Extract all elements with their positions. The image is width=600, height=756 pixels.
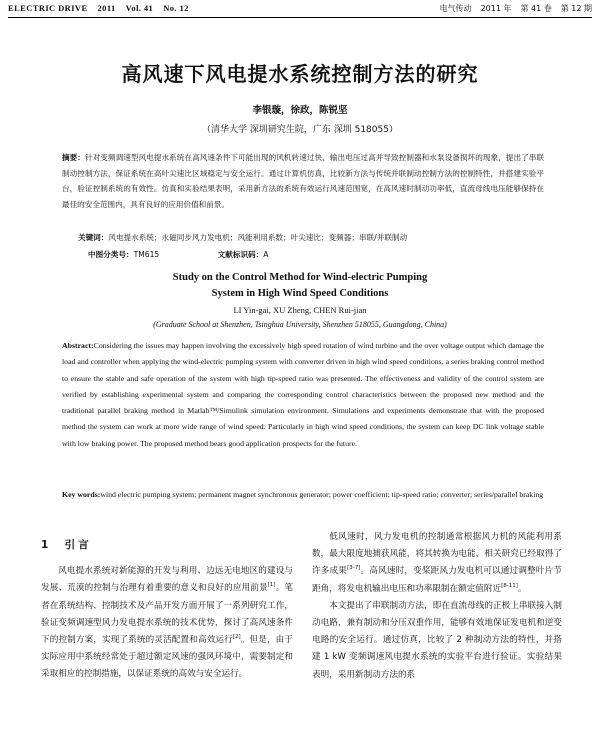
paragraph-intro-left [41,563,293,683]
issue-cn: 第 12 期 [560,4,592,13]
doc-code-value: A [263,250,269,259]
keywords-en [62,487,544,502]
authors-en: LI Yin-gai, XU Zheng, CHEN Rui-jian [233,305,367,315]
section-title: 引言 [64,539,92,551]
abstract-text-cn: 针对变频调速型风电提水系统在高风速条件下可能出现的风机转速过快、输出电压过高并导致控制器和水泵设备损坏的现象，提出了串联制动控制方法，保证系统在高叶尖速比区域稳定与安全运行。通过计算机仿真，比较新方法与传统并联制动控制方法的控制特性，并搭建实验平台，验证控制系统的有效性。仿真和实验结果表明，采用新方法的系统有效运行风速范围宽，在高风速时制动功率低，直流母线电压能够保持在最佳的安全范围内，具有良好的应用价值和前景。 [62,153,545,209]
authors-cn: 李银璇，徐政，陈锐坚 [252,105,348,116]
volume-cn: 第 41 卷 [520,4,552,13]
keywords-label-cn: 关键词： [78,233,109,242]
issue-en: No. 12 [163,3,189,13]
affiliation-en: (Graduate School at Shenzhen, Tsinghua University, Shenzhen 518055, Guangdong, China) [153,320,447,329]
paragraph-text: 低风速时，风力发电机的控制通常根据风力机的风能利用系数，最大限度地捕获风能，将其转换为电能，相关研究已经取得了许多成果 [312,532,562,577]
body-column-left [41,537,293,684]
abstract-cn [62,150,544,212]
year-cn: 2011 年 [480,4,512,13]
paragraph-text: 风电提水系统对新能源的开发与利用、边远无电地区的建设与发展、荒漠的控制与治理有着重要的意义和良好的应用前景 [41,566,293,594]
affiliation-cn: （清华大学 深圳研究生院，广东 深圳 518055） [202,125,398,135]
citation: [8-11] [501,582,518,589]
journal-name-en: ELECTRIC DRIVE [8,3,88,13]
paragraph-right-1 [312,529,562,598]
title-en-line2: System in High Wind Speed Conditions [211,288,389,299]
paragraph-text: 。 [517,583,527,594]
abstract-en [62,338,544,452]
year-en: 2011 [97,3,116,13]
citation: [3-7] [347,565,361,572]
keywords-label-en: Key words: [62,490,101,499]
title-en-line1: Study on the Control Method for Wind-electric Pumping [172,272,428,283]
volume-en: Vol. 41 [125,3,154,13]
header-right [431,3,592,14]
keywords-cn [78,232,544,243]
section-heading [41,537,293,554]
paper-title-en [0,270,600,302]
paragraph-text: 。笔者在系统结构、控制技术及产品开发方面开展了一系列研究工作，验证变频调速型风力发电提水系统的技术优势，探讨了高风速条件下的控制方案，实现了系统的灵活配置和高效运行 [41,583,293,646]
citation: [2] [232,634,241,641]
abstract-text-en: Considering the issues may happen involving the excessively high speed rotation of wind turbine and the over voltage output which damage the load and controller when applying the wind-electric pumping system with converter driven in high wind speed conditions, a series braking control method to ensure the stable and safe operation of the system with high tip-speed ratio was presented. The effectiveness and validity of the control system are verified by establishing experimental system and comparing the corresponding control characteristics between the proposed new method and the traditional parallel braking method in Matlab™/Simulink simulation environment. Simulations and experiments demonstrate that with the proposed method the system can work at more wide range of wind speed. Particularly in high wind speed conditions, the system can keep DC link voltage stable with low braking power. The proposed method bears good application prospects for the future. [62,341,544,448]
running-header [8,2,592,18]
abstract-label-cn: 摘要： [62,153,85,162]
citation: [1] [267,582,276,589]
paragraph-right-2: 本文提出了串联制动方法，即在直流母线的正极上串联接入制动电路，兼有制动和分压双重作用，能够有效地保证发电机和逆变电路的安全运行。通过仿真，比较了 2 种制动方法的特性，并搭建 1 kW 变频调速风电提水系统的实验平台进行验证。实验结果表明，采用新制动方法的系 [312,600,562,680]
body-column-right [312,529,562,684]
header-left [8,3,199,13]
classification-cn [88,249,544,260]
paragraph-text: 。但是，由于实际应用中系统经常处于超过额定风速的强风环境中，需要制定和采取相应的控制措施，以保证系统的高效与安全运行。 [41,635,293,680]
keywords-text-en: wind electric pumping system; permanent magnet synchronous generator; power coefficient; tip-speed ratio; converter; series/parallel braking [100,490,544,499]
class-label: 中图分类号： [88,250,134,259]
class-value: TM615 [133,250,160,259]
keywords-text-cn: 风电提水系统；永磁同步风力发电机；风能利用系数；叶尖速比；变频器；串联/并联制动 [108,233,408,242]
doc-code-label: 文献标识码： [217,250,264,259]
journal-name-cn: 电气传动 [439,4,472,13]
paragraph-text: 。高风速时，变桨距风力发电机可以通过调整叶片节距角，将发电机输出电压和功率限制在额定值附近 [312,566,562,594]
abstract-label-en: Abstract: [62,341,94,350]
paper-title-cn: 高风速下风电提水系统控制方法的研究 [121,62,479,86]
section-number: 1 [41,539,52,551]
